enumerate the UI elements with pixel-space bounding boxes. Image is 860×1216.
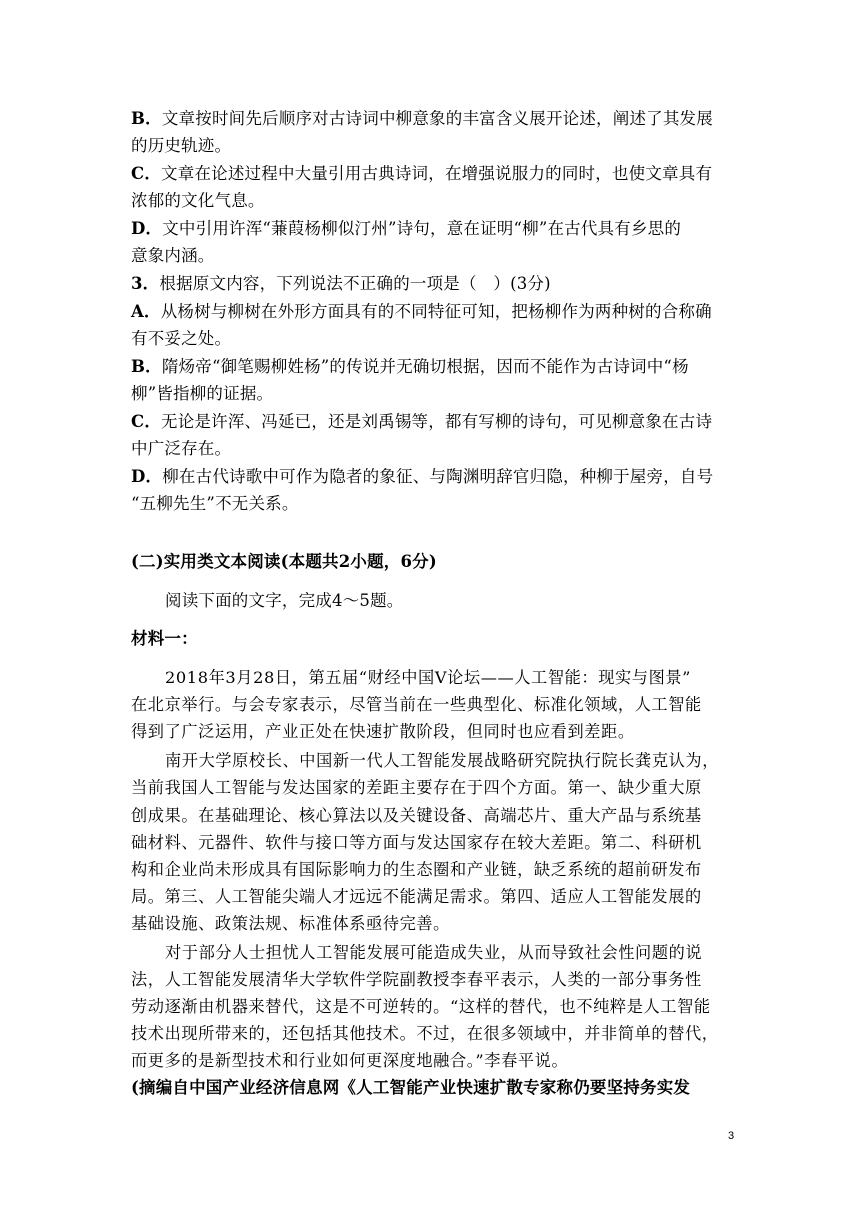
- q3-option-d-line-1: D．柳在古代诗歌中可作为隐者的象征、与陶渊明辞官归隐，种柳于屋旁，自号: [131, 467, 714, 486]
- q3-option-a-line-1: A．从杨树与柳树在外形方面具有的不同特征可知，把杨柳作为两种树的合称确: [131, 302, 712, 321]
- q2-option-d-line-2: 意象内涵。: [131, 246, 215, 265]
- q2-option-d-line-1: D．文中引用许浑“蒹葭杨柳似汀州”诗句，意在证明“柳”在古代具有乡思的: [131, 219, 682, 238]
- material-paragraph-1-line-1: 2018年3月28日，第五届“财经中国V论坛——人工智能：现实与图景”: [165, 668, 692, 687]
- q3-option-c-line-1: C．无论是许浑、冯延已，还是刘禹锡等，都有写柳的诗句，可见柳意象在古诗: [131, 412, 713, 431]
- material-paragraph-2-line-4: 础材料、元器件、软件与接口等方面与发达国家存在较大差距。第二、科研机: [131, 833, 702, 852]
- material-paragraph-3-line-1: 对于部分人士担忧人工智能发展可能造成失业，从而导致社会性问题的说: [165, 943, 703, 962]
- q2-option-b-line-2: 的历史轨迹。: [131, 136, 232, 155]
- source-citation: (摘编自中国产业经济信息网《人工智能产业快速扩散专家称仍要坚持务实发: [131, 1078, 691, 1097]
- material-paragraph-2-line-1: 南开大学原校长、中国新一代人工智能发展战略研究院执行院长龚克认为，: [165, 751, 719, 770]
- q3-option-b-line-2: 柳”皆指柳的证据。: [131, 384, 274, 403]
- question-3-stem: 3．根据原文内容，下列说法不正确的一项是（ ）(3分): [131, 274, 551, 293]
- material-paragraph-2-line-7: 基础设施、政策法规、标准体系亟待完善。: [131, 914, 450, 933]
- q2-option-b-line-1: B．文章按时间先后顺序对古诗词中柳意象的丰富含义展开论述，阐述了其发展: [131, 109, 713, 128]
- material-label: 材料一：: [131, 629, 198, 648]
- page-number: 3: [728, 1130, 735, 1142]
- reading-instruction: 阅读下面的文字，完成4～5题。: [165, 591, 404, 610]
- q2-option-c-line-1: C．文章在论述过程中大量引用古典诗词，在增强说服力的同时，也使文章具有: [131, 164, 713, 183]
- q3-option-d-line-2: “五柳先生”不无关系。: [131, 494, 299, 513]
- material-paragraph-2-line-6: 局。第三、人工智能尖端人才远远不能满足需求。第四、适应人工智能发展的: [131, 887, 702, 906]
- material-paragraph-2-line-2: 当前我国人工智能与发达国家的差距主要存在于四个方面。第一、缺少重大原: [131, 778, 702, 797]
- material-paragraph-2-line-3: 创成果。在基础理论、核心算法以及关键设备、高端芯片、重大产品与系统基: [131, 806, 702, 825]
- material-paragraph-3-line-4: 技术出现所带来的，还包括其他技术。不过，在很多领域中，并非简单的替代，: [131, 1024, 719, 1043]
- q3-option-c-line-2: 中广泛存在。: [131, 439, 232, 458]
- material-paragraph-3-line-5: 而更多的是新型技术和行业如何更深度地融合。”李春平说。: [131, 1051, 569, 1070]
- material-paragraph-2-line-5: 构和企业尚未形成具有国际影响力的生态圈和产业链，缺乏系统的超前研发布: [131, 860, 702, 879]
- q2-option-c-line-2: 浓郁的文化气息。: [131, 191, 265, 210]
- material-paragraph-1-line-2: 在北京举行。与会专家表示，尽管当前在一些典型化、标准化领域，人工智能: [131, 695, 702, 714]
- q3-option-b-line-1: B．隋炀帝“御笔赐柳姓杨”的传说并无确切根据，因而不能作为古诗词中“杨: [131, 357, 689, 376]
- material-paragraph-3-line-2: 法，人工智能发展清华大学软件学院副教授李春平表示，人类的一部分事务性: [131, 970, 702, 989]
- material-paragraph-1-line-3: 得到了广泛运用，产业正处在快速扩散阶段，但同时也应看到差距。: [131, 722, 635, 741]
- material-paragraph-3-line-3: 劳动逐渐由机器来替代，这是不可逆转的。“这样的替代，也不纯粹是人工智能: [131, 997, 711, 1016]
- section-heading: (二)实用类文本阅读(本题共2小题，6分): [131, 552, 437, 571]
- q3-option-a-line-2: 有不妥之处。: [131, 329, 232, 348]
